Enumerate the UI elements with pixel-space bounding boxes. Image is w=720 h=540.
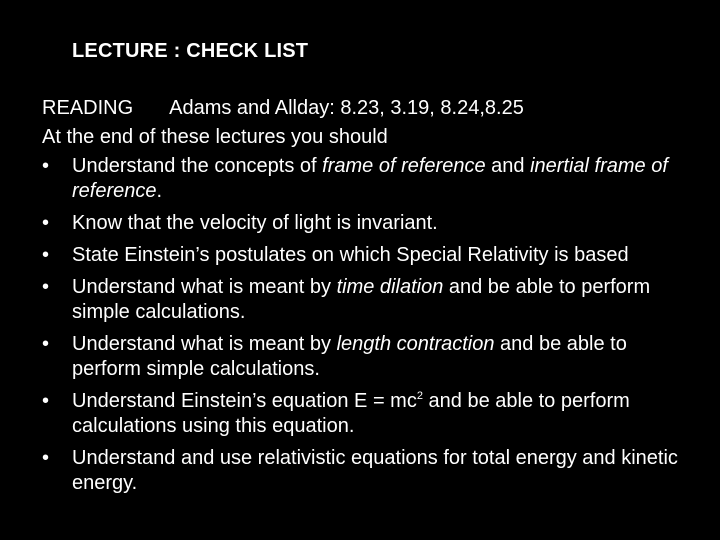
slide-title: LECTURE : CHECK LIST — [72, 40, 309, 62]
reading-reference: Adams and Allday: 8.23, 3.19, 8.24,8.25 — [169, 97, 524, 119]
reading-label: READING — [42, 97, 134, 119]
item-text: Understand and use relativistic equations for total energy and kinetic energy. — [72, 447, 678, 494]
reading-line — [42, 96, 524, 120]
item-emphasis: length contraction — [336, 333, 495, 355]
item-text: and — [485, 155, 531, 177]
checklist-item — [42, 243, 692, 268]
bullet-icon: • — [42, 244, 50, 266]
item-text: State Einstein’s postulates on which Special Relativity is based — [72, 244, 629, 266]
checklist-item — [42, 446, 692, 496]
item-text: and be able to perform simple calculations. — [72, 333, 627, 380]
bullet-icon: • — [42, 447, 50, 469]
bullet-icon: • — [42, 276, 50, 298]
checklist — [42, 154, 692, 503]
checklist-item — [42, 154, 692, 204]
item-text: Know that the velocity of light is invariant. — [72, 212, 438, 234]
bullet-icon: • — [42, 333, 50, 355]
item-emphasis: time dilation — [336, 276, 444, 298]
item-text: and be able to perform simple calculations. — [72, 276, 651, 323]
superscript: 2 — [416, 390, 423, 402]
item-text: Understand the concepts of — [72, 155, 323, 177]
checklist-item — [42, 211, 692, 236]
bullet-icon: • — [42, 155, 50, 177]
bullet-icon: • — [42, 390, 50, 412]
item-text: . — [156, 180, 163, 202]
item-text: and be able to perform calculations using this equation. — [72, 390, 630, 437]
checklist-item — [42, 332, 692, 382]
checklist-item — [42, 275, 692, 325]
item-text: Understand what is meant by — [72, 276, 337, 298]
bullet-icon: • — [42, 212, 50, 234]
item-text: Understand what is meant by — [72, 333, 337, 355]
intro-text: At the end of these lectures you should — [42, 126, 388, 148]
checklist-item — [42, 389, 692, 439]
item-text: Understand Einstein’s equation E = mc — [72, 390, 417, 412]
item-emphasis: frame of reference — [322, 155, 486, 177]
item-emphasis: inertial frame of reference — [72, 155, 668, 202]
